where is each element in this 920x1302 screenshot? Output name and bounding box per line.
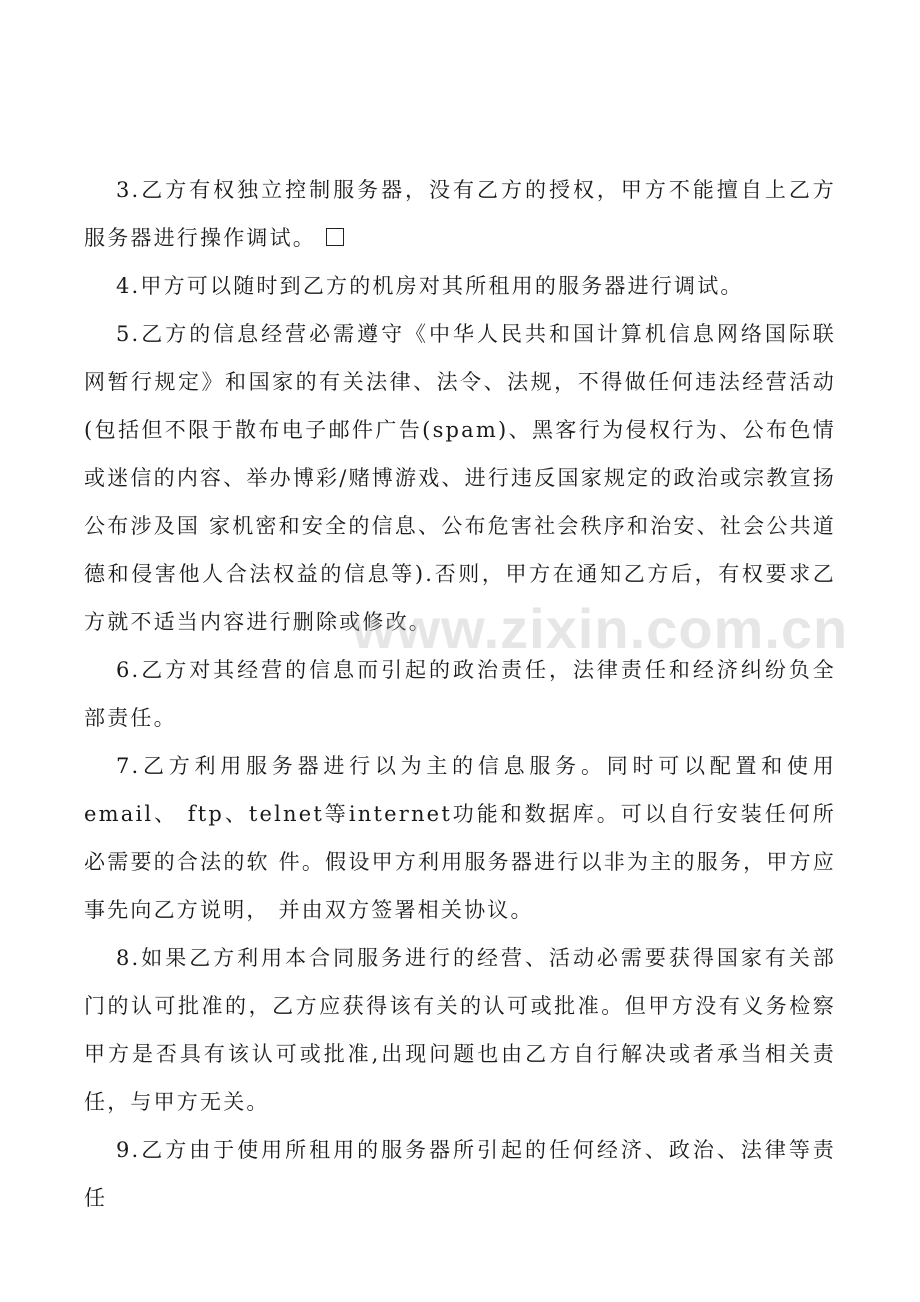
paragraph-5-text: 5.乙方的信息经营必需遵守《中华人民共和国计算机信息网络国际联网暂行规定》和国家的有关法律、法令、法规，不得做任何违法经营活动(包括但不限于散布电子邮件广告(spam)、黑客行为侵权行为、公布色情或迷信的内容、举办博彩/赌博游戏、进行违反国家规定的政治或宗教宣扬公布涉及国 家机密和安全的信息、公布危害社会秩序和治安、社会公共道德和侵害他人合法权益的信息等).否则，甲方在通知乙方后，有权要求乙方就不适当内容进行删除或修改。: [84, 322, 836, 634]
paragraph-7-text: 7.乙方利用服务器进行以为主的信息服务。同时可以配置和使用email、 ftp、telnet等internet功能和数据库。可以自行安装任何所必需要的合法的软 件。假设甲方利用服务器进行以非为主的服务，甲方应事先向乙方说明， 并由双方签署相关协议。: [84, 754, 836, 922]
paragraph-8-text: 8.如果乙方利用本合同服务进行的经营、活动必需要获得国家有关部门的认可批准的，乙方应获得该有关的认可或批准。但甲方没有义务检察甲方是否具有该认可或批准,出现问题也由乙方自行解决或者承当相关责任，与甲方无关。: [84, 946, 836, 1114]
paragraph-9-text: 9.乙方由于使用所租用的服务器所引起的任何经济、政治、法律等责任: [84, 1138, 836, 1210]
paragraph-3-text: 3.乙方有权独立控制服务器，没有乙方的授权，甲方不能擅自上乙方服务器进行操作调试。: [84, 178, 836, 250]
paragraph-4-text: 4.甲方可以随时到乙方的机房对其所租用的服务器进行调试。: [116, 274, 744, 298]
paragraph-8: [84, 934, 836, 1126]
paragraph-7: [84, 742, 836, 934]
document-body: [84, 166, 836, 1222]
paragraph-9: [84, 1126, 836, 1222]
watermark: www.zixin.com.cn: [352, 597, 849, 660]
paragraph-6-text: 6.乙方对其经营的信息而引起的政治责任，法律责任和经济纠纷负全部责任。: [84, 658, 836, 730]
paragraph-3: [84, 166, 836, 262]
checkbox-icon: [326, 228, 344, 246]
paragraph-4: [84, 262, 836, 310]
paragraph-5: [84, 310, 836, 646]
paragraph-6: [84, 646, 836, 742]
